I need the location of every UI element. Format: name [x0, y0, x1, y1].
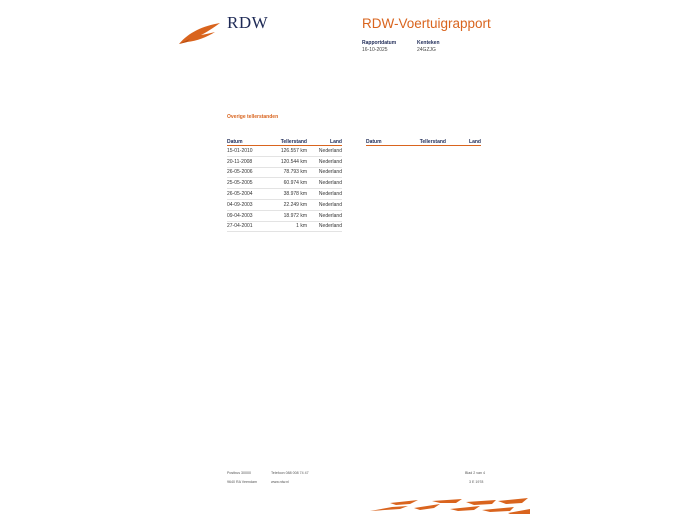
table-header-row: [227, 138, 342, 146]
cell-datum: 26-05-2006: [227, 167, 267, 178]
cell-datum: 25-05-2005: [227, 178, 267, 189]
rapportdatum-label: Rapportdatum: [362, 40, 397, 46]
cell-land: Nederland: [307, 189, 342, 200]
cell-tellerstand: 38.978 km: [267, 189, 307, 200]
table-row: [227, 199, 342, 210]
footer-blad: Blad 2 van 4: [465, 471, 485, 475]
cell-datum: 04-09-2003: [227, 199, 267, 210]
cell-land: Nederland: [307, 156, 342, 167]
cell-tellerstand: 18.972 km: [267, 210, 307, 221]
rapportdatum-value: 16-10-2025: [362, 47, 388, 53]
table-header-row: [366, 138, 481, 146]
table-row: [227, 146, 342, 157]
col-tellerstand: Tellerstand: [406, 138, 446, 146]
tellerstanden-table-right: [366, 138, 481, 146]
cell-land: Nederland: [307, 210, 342, 221]
table-row: [227, 167, 342, 178]
cell-tellerstand: 78.793 km: [267, 167, 307, 178]
decorative-stripes-icon: [370, 497, 530, 514]
col-land: Land: [307, 138, 342, 146]
col-tellerstand: Tellerstand: [267, 138, 307, 146]
cell-tellerstand: 126.557 km: [267, 146, 307, 157]
col-datum: Datum: [227, 138, 267, 146]
cell-land: Nederland: [307, 199, 342, 210]
cell-tellerstand: 60.974 km: [267, 178, 307, 189]
cell-datum: 26-05-2004: [227, 189, 267, 200]
cell-land: Nederland: [307, 178, 342, 189]
cell-tellerstand: 22.249 km: [267, 199, 307, 210]
report-title: RDW-Voertuigrapport: [362, 16, 491, 31]
table-row: [227, 156, 342, 167]
footer-code: 3 E 1978: [469, 480, 484, 484]
cell-land: Nederland: [307, 221, 342, 232]
kenteken-value: 24GZJG: [417, 47, 436, 53]
cell-datum: 09-04-2003: [227, 210, 267, 221]
table-row: [227, 178, 342, 189]
section-title: Overige tellerstanden: [227, 114, 279, 120]
col-datum: Datum: [366, 138, 406, 146]
footer-website: www.rdw.nl: [271, 480, 289, 484]
col-land: Land: [446, 138, 481, 146]
cell-land: Nederland: [307, 146, 342, 157]
kenteken-label: Kenteken: [417, 40, 440, 46]
tellerstanden-table: [227, 138, 342, 232]
logo-text: RDW: [227, 13, 269, 32]
table-row: [227, 189, 342, 200]
cell-land: Nederland: [307, 167, 342, 178]
cell-datum: 20-11-2008: [227, 156, 267, 167]
table-row: [227, 210, 342, 221]
rdw-logo-icon: [177, 22, 221, 46]
footer-telefoon: Telefoon 088 008 74 47: [271, 471, 309, 475]
table-row: [227, 221, 342, 232]
cell-tellerstand: 1 km: [267, 221, 307, 232]
footer-adres: 9640 RA Veendam: [227, 480, 257, 484]
cell-datum: 15-01-2010: [227, 146, 267, 157]
cell-datum: 27-04-2001: [227, 221, 267, 232]
footer-postbus: Postbus 30000: [227, 471, 251, 475]
cell-tellerstand: 120.544 km: [267, 156, 307, 167]
